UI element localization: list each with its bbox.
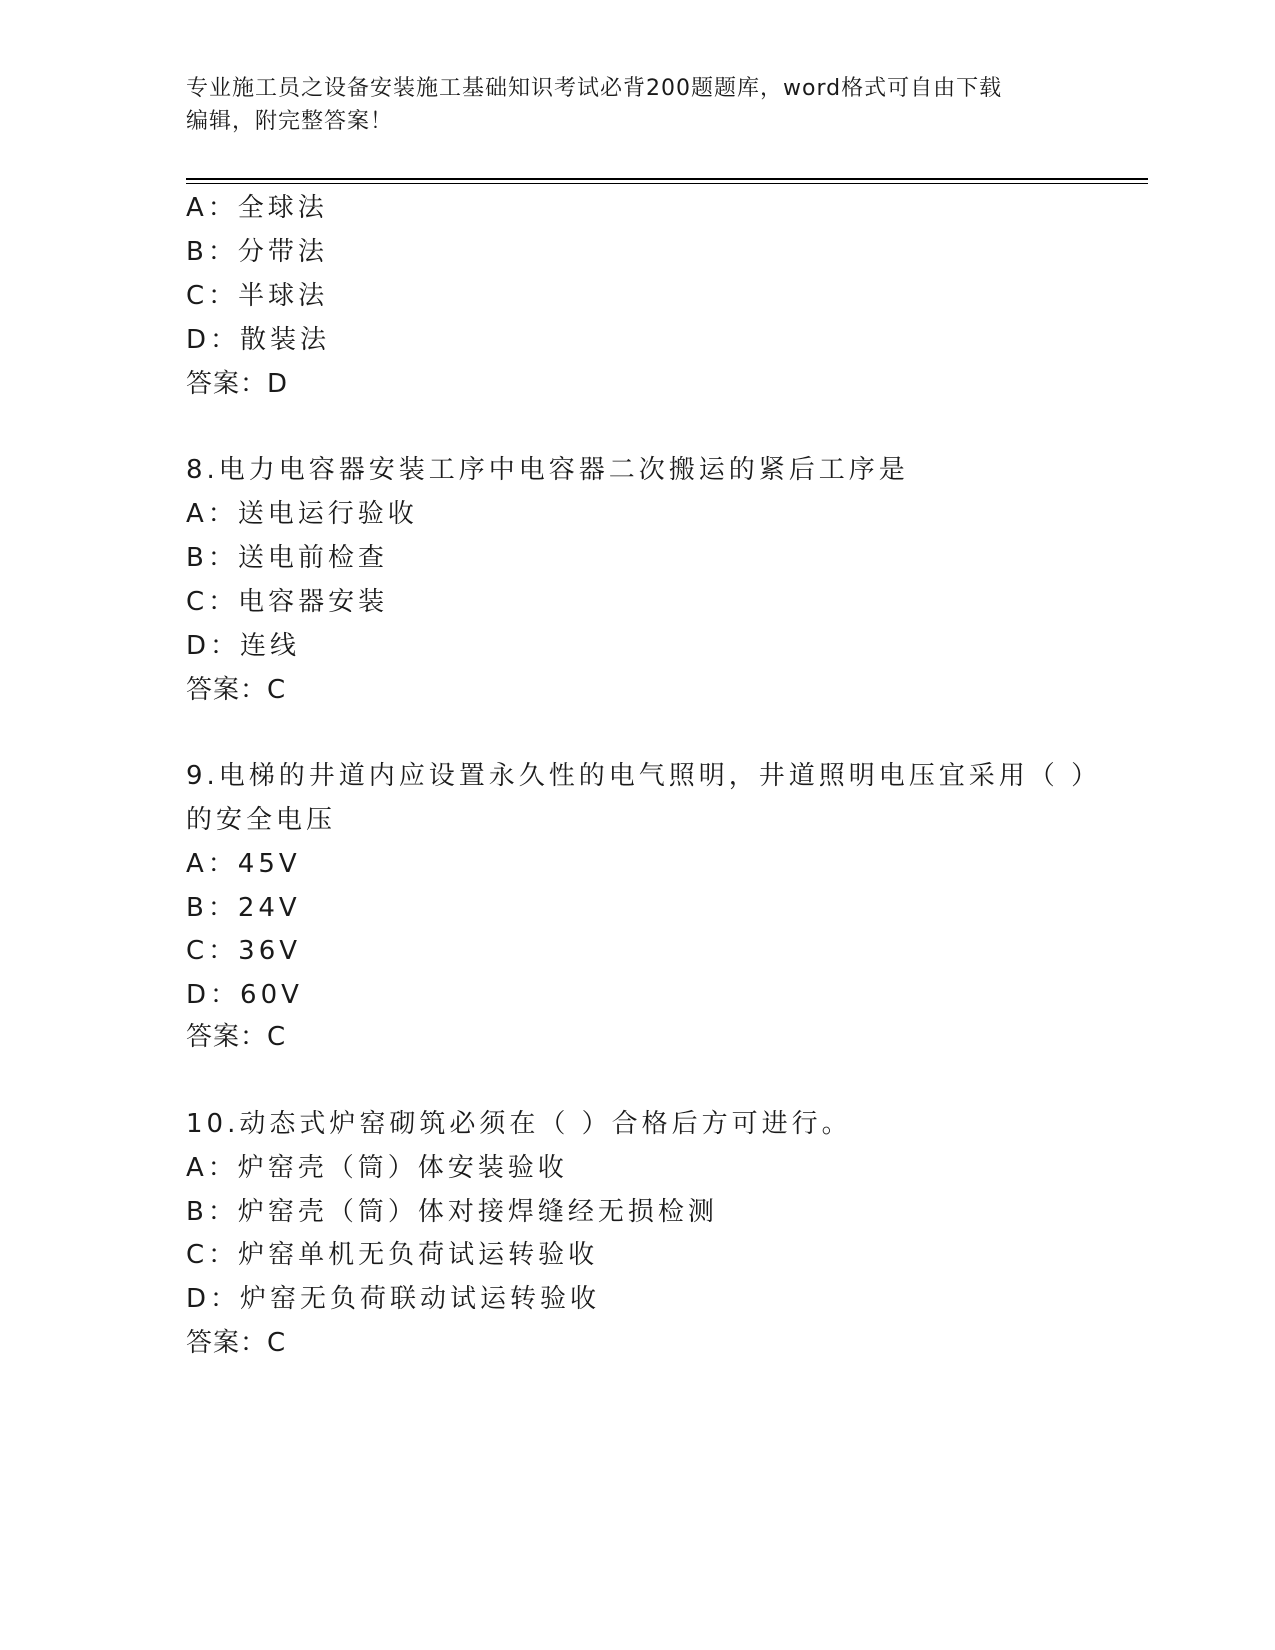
- q8-answer: 答案：C: [186, 675, 287, 705]
- q9-option-d: D：60V: [186, 980, 303, 1010]
- q10-option-b: B：炉窑壳（筒）体对接焊缝经无损检测: [186, 1197, 718, 1227]
- q7-option-c: C：半球法: [186, 281, 329, 311]
- q9-stem-line1: 9.电梯的井道内应设置永久性的电气照明，井道照明电压宜采用（ ）: [186, 761, 1102, 791]
- q10-option-a: A：炉窑壳（筒）体安装验收: [186, 1153, 568, 1183]
- q10-answer: 答案：C: [186, 1328, 287, 1358]
- q8-stem: 8.电力电容器安装工序中电容器二次搬运的紧后工序是: [186, 455, 909, 485]
- q10-option-d: D：炉窑无负荷联动试运转验收: [186, 1284, 601, 1314]
- q7-option-b: B：分带法: [186, 237, 328, 267]
- q9-option-b: B：24V: [186, 893, 301, 923]
- header-title-line1: 专业施工员之设备安装施工基础知识考试必背200题题库，word格式可自由下载: [186, 76, 1003, 101]
- document-header: [186, 72, 1086, 138]
- q8-option-c: C：电容器安装: [186, 587, 389, 617]
- q7-answer: 答案：D: [186, 369, 289, 399]
- q8-option-b: B：送电前检查: [186, 543, 388, 573]
- q7-option-a: A：全球法: [186, 193, 328, 223]
- header-rule-thick: [186, 178, 1148, 180]
- header-title-line2: 编辑，附完整答案！: [186, 109, 394, 134]
- header-rule-thin: [186, 183, 1148, 184]
- q9-option-a: A：45V: [186, 849, 301, 879]
- q7-option-d: D：散装法: [186, 325, 331, 355]
- q9-option-c: C：36V: [186, 936, 302, 966]
- q8-option-d: D：连线: [186, 631, 301, 661]
- q10-stem: 10.动态式炉窑砌筑必须在（ ）合格后方可进行。: [186, 1109, 852, 1139]
- q10-option-c: C：炉窑单机无负荷试运转验收: [186, 1240, 599, 1270]
- q8-option-a: A：送电运行验收: [186, 499, 418, 529]
- q9-answer: 答案：C: [186, 1022, 287, 1052]
- q9-stem-line2: 的安全电压: [186, 805, 337, 835]
